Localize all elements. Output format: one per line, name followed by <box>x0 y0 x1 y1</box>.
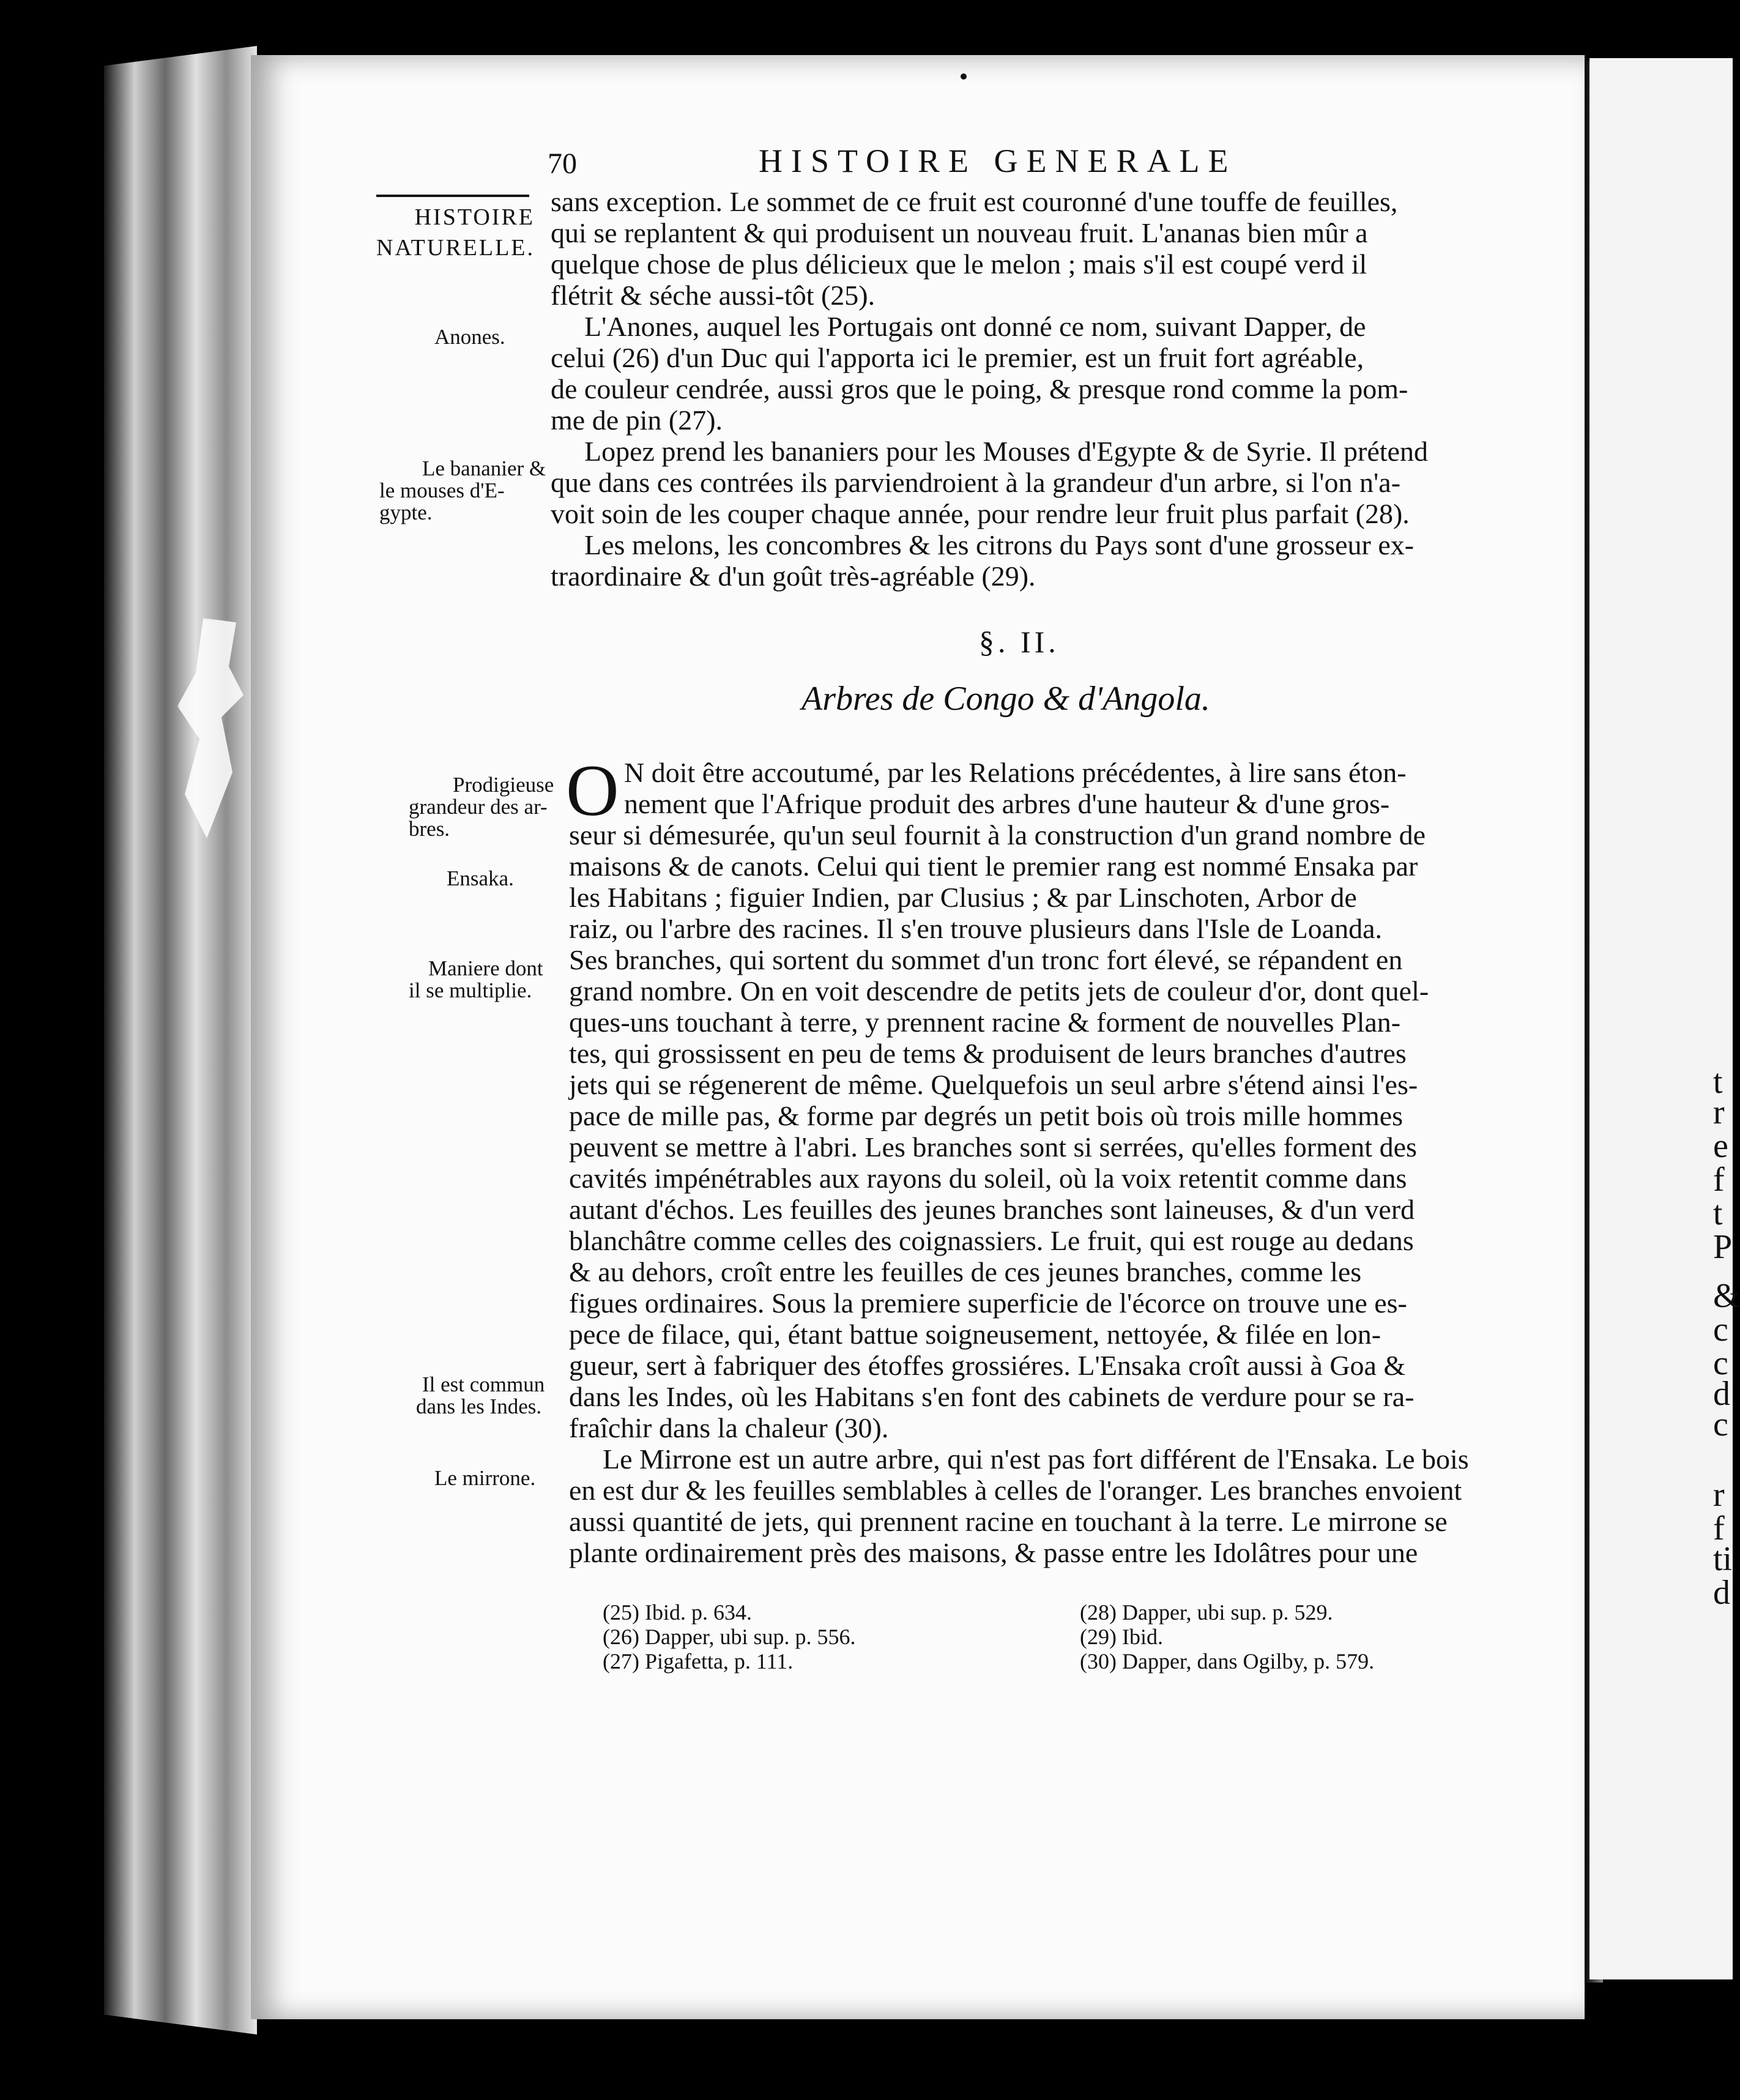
margin-note: Maniere dont <box>428 956 543 980</box>
facing-fragment: c <box>1713 1406 1728 1443</box>
text-line: autant d'échos. Les feuilles des jeunes branches sont laineuses, & d'un verd <box>569 1194 1415 1225</box>
margin-rule <box>376 195 529 197</box>
text-line: blanchâtre comme celles des coignassiers. Le fruit, qui est rouge au dedans <box>569 1225 1414 1256</box>
text-line: seur si démesurée, qu'un seul fournit à la construction d'un grand nombre de <box>569 819 1426 851</box>
margin-section-label <box>376 202 535 263</box>
text-line: Ses branches, qui sortent du sommet d'un tronc fort élevé, se répandent en <box>569 944 1403 975</box>
text-line: flétrit & séche aussi-tôt (25). <box>551 280 876 311</box>
facing-fragment: c <box>1713 1344 1728 1382</box>
footnote: (26) Dapper, ubi sup. p. 556. <box>603 1625 856 1649</box>
footnote: (29) Ibid. <box>1080 1625 1163 1649</box>
text-line: Lopez prend les bananiers pour les Mouses d'Egypte & de Syrie. Il prétend <box>584 436 1428 467</box>
footnote: (27) Pigafetta, p. 111. <box>603 1649 794 1674</box>
facing-fragment: r <box>1713 1476 1725 1514</box>
text-line: L'Anones, auquel les Portugais ont donné ce nom, suivant Dapper, de <box>584 311 1366 342</box>
facing-fragment: d <box>1713 1574 1730 1612</box>
text-line: figues ordinaires. Sous la premiere superficie de l'écorce on trouve une es- <box>569 1287 1407 1319</box>
text-line: traordinaire & d'un goût très-agréable (29). <box>551 560 1036 592</box>
text-line: cavités impénétrables aux rayons du soleil, où la voix retentit comme dans <box>569 1163 1407 1194</box>
drop-cap: O <box>566 750 619 831</box>
text-line: nement que l'Afrique produit des arbres d'une hauteur & d'une gros- <box>624 788 1390 819</box>
margin-note: Prodigieuse <box>453 773 554 797</box>
text-line: pece de filace, qui, étant battue soigneusement, nettoyée, & filée en lon- <box>569 1319 1381 1350</box>
facing-fragment: & <box>1713 1277 1740 1315</box>
text-line: fraîchir dans la chaleur (30). <box>569 1412 889 1443</box>
margin-note: le mouses d'E- <box>379 478 505 502</box>
text-line: & au dehors, croît entre les feuilles de ces jeunes branches, comme les <box>569 1256 1362 1287</box>
text-line: N doit être accoutumé, par les Relations précédentes, à lire sans éton- <box>624 757 1407 788</box>
text-line: en est dur & les feuilles semblables à celles de l'oranger. Les branches envoient <box>569 1475 1462 1506</box>
text-line: sans exception. Le sommet de ce fruit est couronné d'une touffe de feuilles, <box>551 186 1398 217</box>
text-line: gueur, sert à fabriquer des étoffes grossiéres. L'Ensaka croît aussi à Goa & <box>569 1350 1406 1381</box>
margin-note: Le bananier & <box>422 456 546 480</box>
section-heading: Arbres de Congo & d'Angola. <box>801 680 1210 718</box>
margin-note: Ensaka. <box>447 866 514 890</box>
text-line: de couleur cendrée, aussi gros que le poing, & presque rond comme la pom- <box>551 373 1408 404</box>
facing-fragment: e <box>1713 1127 1728 1165</box>
margin-note: dans les Indes. <box>416 1394 542 1418</box>
text-line: aussi quantité de jets, qui prennent racine en touchant à la terre. Le mirrone se <box>569 1506 1448 1537</box>
text-line: dans les Indes, où les Habitans s'en font des cabinets de verdure pour se ra- <box>569 1381 1415 1412</box>
text-line: les Habitans ; figuier Indien, par Clusius ; & par Linschoten, Arbor de <box>569 882 1357 913</box>
facing-fragment: P <box>1713 1228 1733 1266</box>
text-line: ques-uns touchant à terre, y prennent racine & forment de nouvelles Plan- <box>569 1007 1401 1038</box>
facing-fragment: d <box>1713 1375 1730 1413</box>
ink-dot <box>961 73 967 80</box>
body-paragraphs-main <box>569 819 1469 1568</box>
facing-fragment: c <box>1713 1311 1728 1349</box>
text-line: tes, qui grossissent en peu de tems & produisent de leurs branches d'autres <box>569 1038 1407 1069</box>
margin-note: grandeur des ar- <box>409 795 548 819</box>
page-number: 70 <box>548 147 577 180</box>
book-page-edges <box>104 46 257 2035</box>
facing-fragment: f <box>1713 1510 1725 1547</box>
body-paragraphs-top <box>551 186 1428 592</box>
text-line: me de pin (27). <box>551 404 723 436</box>
text-line: Le Mirrone est un autre arbre, qui n'est pas fort différent de l'Ensaka. Le bois <box>603 1443 1469 1475</box>
text-line: maisons & de canots. Celui qui tient le premier rang est nommé Ensaka par <box>569 851 1418 882</box>
text-line: jets qui se régenerent de même. Quelquefois un seul arbre s'étend ainsi l'es- <box>569 1069 1418 1100</box>
facing-fragment: ti <box>1713 1540 1733 1578</box>
margin-note: gypte. <box>379 501 433 524</box>
footnote: (30) Dapper, dans Ogilby, p. 579. <box>1080 1649 1375 1674</box>
text-line: qui se replantent & qui produisent un nouveau fruit. L'ananas bien mûr a <box>551 217 1368 248</box>
margin-note: bres. <box>409 817 450 841</box>
text-line: que dans ces contrées ils parviendroient à la grandeur d'un arbre, si l'on n'a- <box>551 467 1401 498</box>
margin-note: Il est commun <box>422 1372 545 1396</box>
margin-section-line: NATURELLE. <box>376 235 535 261</box>
text-line: voit soin de les couper chaque année, pour rendre leur fruit plus parfait (28). <box>551 498 1410 529</box>
facing-fragment: t <box>1713 1194 1723 1232</box>
margin-note: Anones. <box>434 325 505 349</box>
body-paragraph-dropcap <box>569 757 1407 819</box>
text-line: grand nombre. On en voit descendre de petits jets de couleur d'or, dont quel- <box>569 975 1429 1007</box>
text-line: peuvent se mettre à l'abri. Les branches sont si serrées, qu'elles forment des <box>569 1131 1417 1163</box>
section-number: §. II. <box>979 625 1060 659</box>
margin-note: il se multiplie. <box>409 978 532 1002</box>
footnote: (28) Dapper, ubi sup. p. 529. <box>1080 1600 1333 1625</box>
text-line: pace de mille pas, & forme par degrés un petit bois où trois mille hommes <box>569 1100 1404 1131</box>
facing-fragment: r <box>1713 1093 1725 1131</box>
text-line: celui (26) d'un Duc qui l'apporta ici le premier, est un fruit fort agréable, <box>551 342 1364 373</box>
text-line: raiz, ou l'arbre des racines. Il s'en trouve plusieurs dans l'Isle de Loanda. <box>569 913 1383 944</box>
margin-section-line: HISTOIRE <box>414 204 535 230</box>
text-line: plante ordinairement près des maisons, & passe entre les Idolâtres pour une <box>569 1537 1418 1568</box>
footnote: (25) Ibid. p. 634. <box>603 1600 752 1625</box>
running-title: HISTOIRE GENERALE <box>759 143 1237 179</box>
facing-fragment: t <box>1713 1063 1723 1101</box>
facing-fragment: f <box>1713 1161 1725 1199</box>
facing-page <box>1589 58 1733 1979</box>
margin-note: Le mirrone. <box>434 1466 536 1490</box>
text-line: Les melons, les concombres & les citrons du Pays sont d'une grosseur ex- <box>584 529 1415 560</box>
text-line: quelque chose de plus délicieux que le melon ; mais s'il est coupé verd il <box>551 248 1367 280</box>
